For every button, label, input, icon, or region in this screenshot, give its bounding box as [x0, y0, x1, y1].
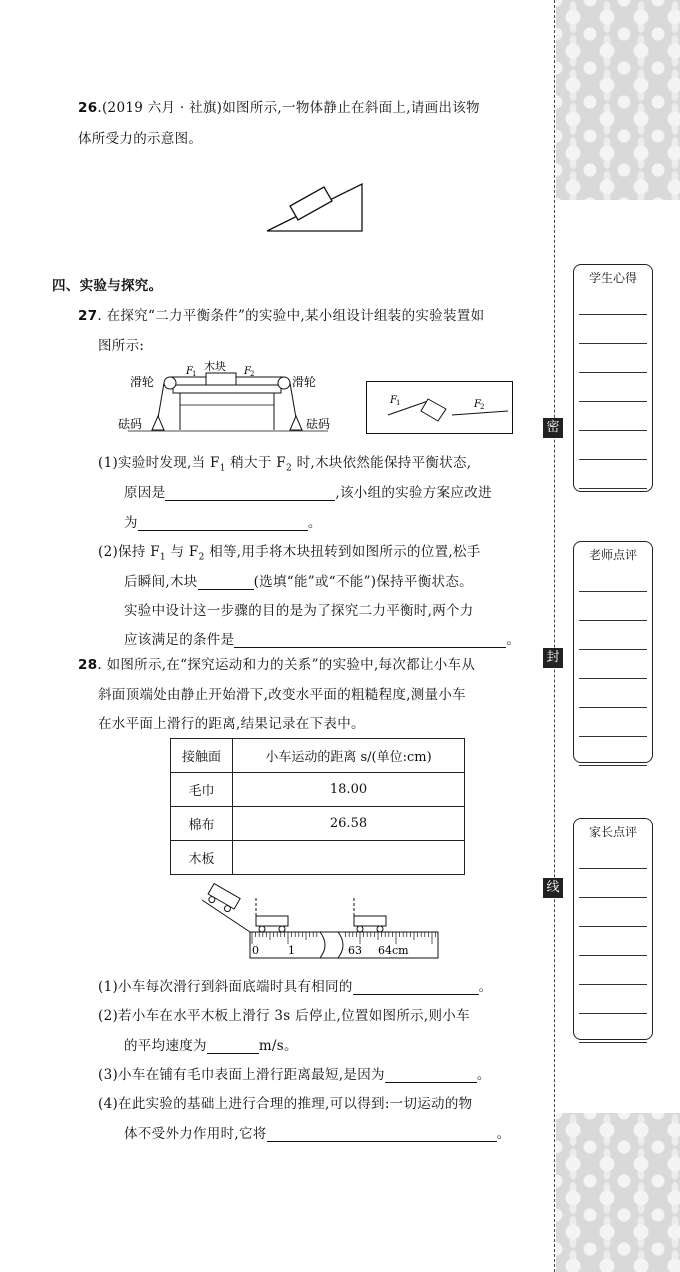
table-header-cell: 小车运动的距离 s/(单位:cm) — [233, 739, 465, 773]
question-number: 26 — [78, 100, 98, 116]
q28-p4-line1: (4)在此实验的基础上进行合理的推理,可以得到:一切运动的物 — [98, 1096, 473, 1112]
answer-blank[interactable] — [198, 576, 254, 590]
cart-ruler-figure — [192, 882, 442, 962]
q27-p1-line1: (1)实验时发现,当 $F_1$ 稍大于 $F_2$ 时,木块依然能保持平衡状态, — [98, 455, 472, 474]
seal-xian: 线 — [543, 878, 563, 898]
f2-sub: 2 — [250, 370, 255, 378]
ruler-label: 0 — [252, 944, 259, 957]
table-cell: 26.58 — [233, 807, 465, 841]
answer-blank[interactable] — [385, 1069, 477, 1083]
box-title: 老师点评 — [588, 548, 637, 562]
weight-label-right: 砝码 — [306, 417, 331, 431]
f2-sub: 2 — [480, 403, 485, 411]
q27-p2-line4: 应该满足的条件是 。 — [124, 632, 521, 648]
q28-p1: (1)小车每次滑行到斜面底端时具有相同的 。 — [98, 979, 493, 995]
table-cell: 木板 — [171, 841, 233, 875]
twisted-block-figure — [366, 381, 514, 435]
table-header-cell: 接触面 — [171, 739, 233, 773]
f1-sub: 1 — [192, 370, 197, 378]
q27-p2-line3: 实验中设计这一步骤的目的是为了探究二力平衡时,两个力 — [124, 603, 474, 619]
box-title: 家长点评 — [588, 825, 637, 839]
q26-line2: 体所受力的示意图。 — [78, 131, 203, 147]
f2-label: F — [474, 399, 481, 410]
section-title: 四、实验与探究。 — [52, 278, 163, 294]
f1-label: F — [186, 366, 193, 377]
decorative-pattern-top — [556, 0, 680, 200]
f1-sub: 1 — [396, 399, 401, 407]
question-number: 28 — [78, 657, 98, 673]
q28-p2-line1: (2)若小车在水平木板上滑行 3s 后停止,位置如图所示,则小车 — [98, 1008, 470, 1024]
q26-line1 — [78, 96, 480, 116]
teacher-comment-box — [573, 541, 653, 763]
answer-blank[interactable] — [207, 1040, 259, 1054]
box-title: 学生心得 — [588, 271, 637, 285]
pulley-label-left: 滑轮 — [130, 375, 155, 389]
q27-line1 — [78, 304, 484, 324]
q28-text: . 如图所示,在“探究运动和力的关系”的实验中,每次都让小车从 — [97, 657, 476, 673]
question-number: 27 — [78, 308, 98, 324]
answer-blank[interactable] — [353, 981, 479, 995]
ruler-label: 63 — [348, 944, 362, 957]
table-cell: 棉布 — [171, 807, 233, 841]
q28-line1 — [78, 653, 475, 673]
f1-label: F — [390, 395, 397, 406]
answer-blank[interactable] — [138, 517, 308, 531]
table-cell: 18.00 — [233, 773, 465, 807]
q28-p3: (3)小车在铺有毛巾表面上滑行距离最短,是因为 。 — [98, 1067, 491, 1083]
q27-line2: 图所示: — [98, 338, 145, 354]
binding-line — [554, 0, 555, 1272]
seal-mi: 密 — [543, 418, 563, 438]
incline-block-figure — [262, 176, 368, 236]
q26-text: .(2019 六月 · 社旗)如图所示,一物体静止在斜面上,请画出该物 — [97, 100, 480, 116]
seal-feng: 封 — [543, 648, 563, 668]
q27-p2-line2: 后瞬间,木块 (选填“能”或“不能”)保持平衡状态。 — [124, 574, 473, 590]
q28-p4-line2: 体不受外力作用时,它将 。 — [124, 1126, 511, 1142]
f2-label: F — [244, 366, 251, 377]
weight-label-left: 砝码 — [118, 417, 143, 431]
decorative-pattern-bottom — [556, 1113, 680, 1272]
table-row — [171, 807, 465, 841]
parent-comment-box — [573, 818, 653, 1040]
table-row — [171, 773, 465, 807]
block-label: 木块 — [204, 360, 226, 373]
answer-blank[interactable] — [234, 634, 506, 648]
q27-p2-line1: (2)保持 $F_1$ 与 $F_2$ 相等,用手将木块扭转到如图所示的位置,松手 — [98, 544, 481, 563]
q27-text: . 在探究“二力平衡条件”的实验中,某小组设计组装的实验装置如 — [97, 308, 485, 324]
table-cell[interactable] — [233, 841, 465, 875]
ruler-label: 64cm — [378, 944, 409, 957]
pulley-label-right: 滑轮 — [292, 375, 317, 389]
student-notes-box — [573, 264, 653, 492]
table-cell: 毛巾 — [171, 773, 233, 807]
answer-blank[interactable] — [267, 1128, 497, 1142]
table-row — [171, 841, 465, 875]
apparatus-figure — [118, 360, 331, 436]
q27-p1-line3: 为 。 — [124, 515, 322, 531]
q28-p2-line2: 的平均速度为 m/s。 — [124, 1038, 298, 1054]
ruler-label: 1 — [288, 944, 295, 957]
q28-line3: 在水平面上滑行的距离,结果记录在下表中。 — [98, 716, 365, 732]
table-header-row — [171, 739, 465, 773]
q28-line2: 斜面顶端处由静止开始滑下,改变水平面的粗糙程度,测量小车 — [98, 687, 466, 703]
results-table — [170, 738, 465, 875]
q27-p1-line2: 原因是 ,该小组的实验方案应改进 — [124, 485, 492, 501]
answer-blank[interactable] — [165, 487, 335, 501]
